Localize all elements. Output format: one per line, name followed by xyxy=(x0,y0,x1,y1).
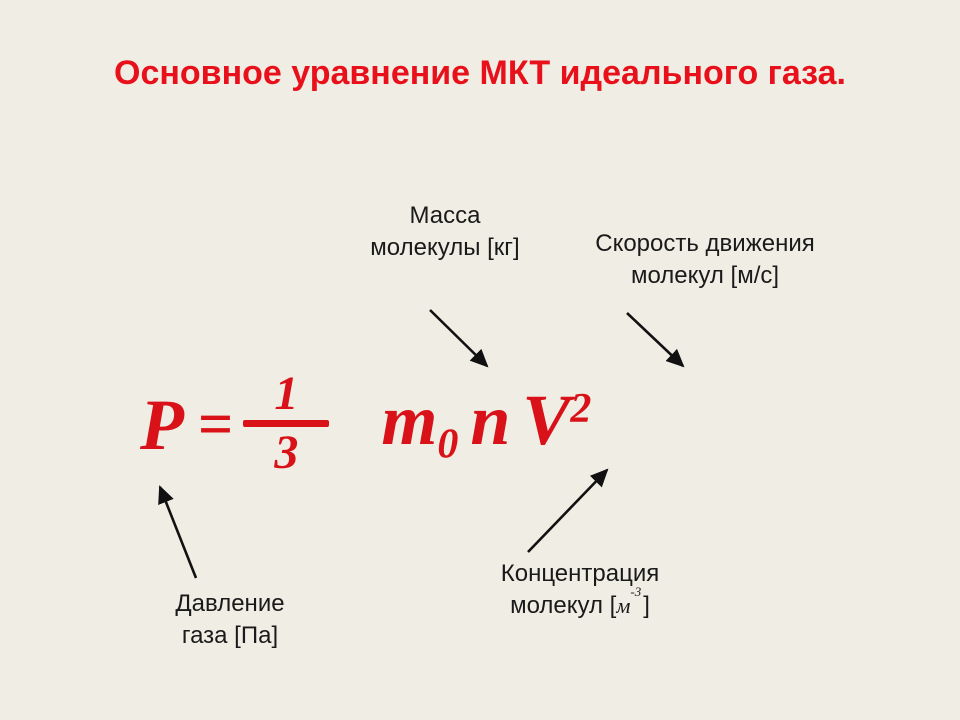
formula-concentration-symbol: n xyxy=(470,380,511,461)
arrow-pressure-to-p xyxy=(160,487,196,578)
label-concentration-line2 xyxy=(430,584,730,622)
unit-meter-base: м xyxy=(616,593,631,619)
label-concentration-line1: Концентрация xyxy=(500,560,660,587)
formula-fraction-denominator: 3 xyxy=(274,425,299,479)
arrow-speed-to-v xyxy=(627,313,683,366)
label-pressure xyxy=(120,588,340,653)
formula-right-terms xyxy=(381,380,592,468)
formula-fraction-one-third xyxy=(243,366,329,479)
unit-meter-symbol xyxy=(616,584,643,619)
formula-equals-sign: = xyxy=(197,391,234,459)
unit-meter-exponent: -3 xyxy=(630,584,642,600)
formula-pressure-symbol: P xyxy=(140,385,184,465)
label-mass-line2: молекулы [кг] xyxy=(370,234,520,262)
label-concentration-prefix: молекул [ xyxy=(510,592,617,620)
label-mass-line1: Масса xyxy=(409,202,481,229)
label-concentration xyxy=(430,558,730,623)
label-concentration-suffix: ] xyxy=(643,592,650,620)
page-title: Основное уравнение МКТ идеального газа. xyxy=(114,54,846,92)
formula-mass-subscript: 0 xyxy=(437,421,459,468)
formula-velocity-symbol: V xyxy=(522,380,571,461)
label-pressure-line1: Давление xyxy=(175,590,285,617)
label-mass xyxy=(330,200,560,265)
formula-velocity-exponent: 2 xyxy=(570,386,592,433)
label-pressure-line2: газа [Па] xyxy=(181,622,279,650)
formula-fraction-numerator: 1 xyxy=(274,366,299,420)
formula-main-equation xyxy=(140,355,591,495)
label-speed-line1: Скорость движения xyxy=(595,230,815,257)
label-speed-line2: молекул [м/с] xyxy=(630,262,780,290)
label-speed xyxy=(545,228,865,293)
formula-mass-symbol: m xyxy=(381,380,438,461)
